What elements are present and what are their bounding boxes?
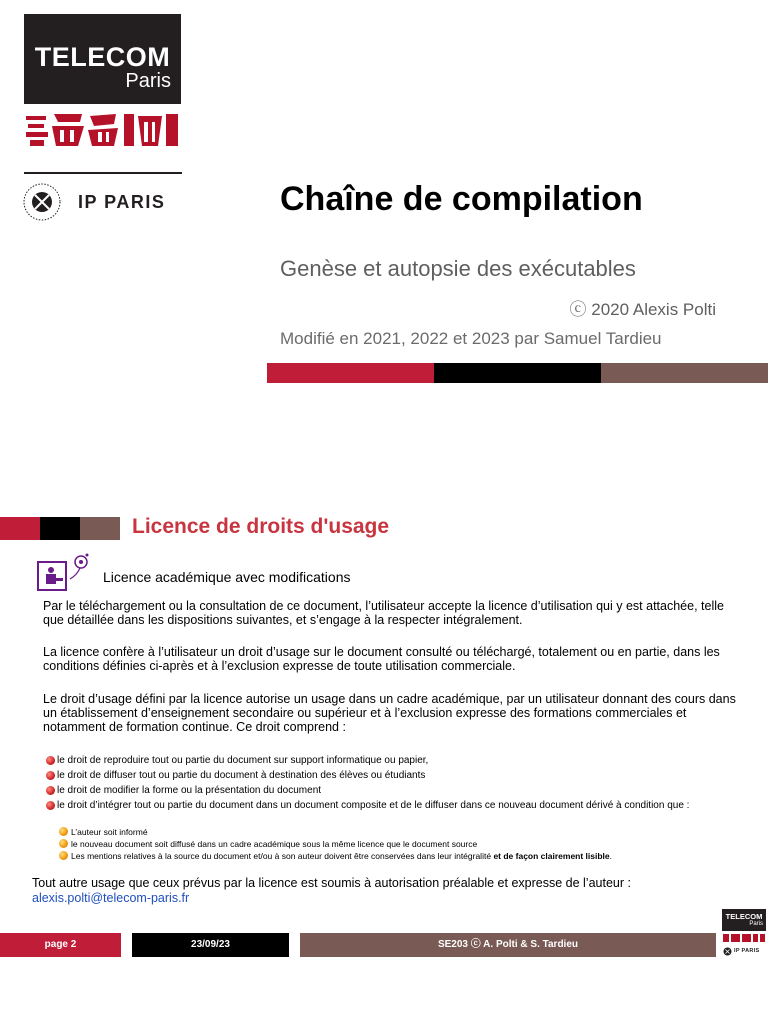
list-item <box>58 851 748 861</box>
footer-date: 23/09/23 <box>132 933 289 957</box>
slide1-bar-black <box>434 363 601 383</box>
slide1-title: Chaîne de compilation <box>280 180 643 218</box>
subbullet-text-start: Les mentions relatives à la source du document et/ou à son auteur doivent être conservées dans leur intégralité <box>71 851 492 861</box>
slide2-bar-brown <box>80 517 120 540</box>
mini-telecom-logo <box>722 909 766 957</box>
orange-bullet-icon <box>59 839 68 848</box>
orange-bullet-icon <box>59 827 68 836</box>
red-bullet-icon <box>46 786 55 795</box>
mini-calligraphy-icon <box>722 933 766 943</box>
bullet-text: le droit d’intégrer tout ou partie du document dans un document composite et de le diffuser dans ce nouveau document dérivé à condition que : <box>57 800 690 811</box>
subbullet-text-end: . <box>609 851 613 861</box>
logo-separator <box>24 172 182 174</box>
telecom-paris-logo <box>24 14 181 148</box>
logo-calligraphy-icon <box>24 110 181 148</box>
mini-ipparis-text: IP PARIS <box>734 948 760 954</box>
bullet-text: le droit de diffuser tout ou partie du document à destination des élèves ou étudiants <box>57 770 426 781</box>
license-paragraph-1: Par le téléchargement ou la consultation de ce document, l’utilisateur accepte la licence d’utilisation qui y est attachée, telle que détaillée dans les dispositions suivantes, et s’engage à la respecter intégralement. <box>43 599 724 627</box>
list-item <box>43 800 753 811</box>
slide2-bar-red <box>0 517 40 540</box>
bullet-text: le droit de reproduire tout ou partie du document sur support informatique ou papier, <box>57 755 429 766</box>
final-statement: Tout autre usage que ceux prévus par la licence est soumis à autorisation préalable et expresse de l’auteur : <box>32 876 631 890</box>
footer-course: SE203 ⓒ A. Polti & S. Tardieu <box>300 933 716 957</box>
logo-telecom-text: TELECOM <box>34 42 171 72</box>
red-bullet-icon <box>46 771 55 780</box>
license-paragraph-2: La licence confère à l’utilisateur un droit d’usage sur le document consulté ou téléchargé, totalement ou en partie, dans les conditions définies ci-après et à l’exclusion expresse de toute utilisation commerciale. <box>43 645 720 673</box>
ip-paris-logo <box>22 182 182 222</box>
polytechnique-seal-icon <box>22 182 66 222</box>
red-bullet-icon <box>46 756 55 765</box>
slide1-modified: Modifié en 2021, 2022 et 2023 par Samuel Tardieu <box>280 329 662 348</box>
subbullet-text <box>58 851 748 861</box>
subbullet-text: le nouveau document soit diffusé dans un cadre académique sous la même licence que le document source <box>71 839 478 849</box>
list-item <box>43 755 753 766</box>
subbullet-text-bold: et de façon clairement lisible <box>493 851 610 861</box>
license-paragraph-3: Le droit d’usage défini par la licence autorise un usage dans un cadre académique, par un utilisateur donnant des cours dans un établissement d’enseignement secondaire ou supérieur et à l’exclusion expresse des formations commerciales et notamment de formation continue. Ce droit comprend : <box>43 692 736 734</box>
author-email-link[interactable]: alexis.polti@telecom-paris.fr <box>32 891 190 905</box>
slide1-subtitle: Genèse et autopsie des exécutables <box>280 256 636 281</box>
subbullet-text: L’auteur soit informé <box>71 827 148 837</box>
slide1-bar-red <box>267 363 434 383</box>
orange-bullet-icon <box>59 851 68 860</box>
red-bullet-icon <box>46 801 55 810</box>
academic-license-icon <box>37 553 91 593</box>
slide1-copyright: ⓒ 2020 Alexis Polti <box>569 300 716 319</box>
list-item <box>43 770 753 781</box>
footer-page: page 2 <box>0 933 121 957</box>
slide2-subtitle: Licence académique avec modifications <box>103 569 351 585</box>
mini-seal-icon <box>723 947 732 956</box>
ip-paris-text: IP PARIS <box>78 192 166 212</box>
mini-logo-telecom-text: TELECOM <box>725 912 763 921</box>
bullet-text: le droit de modifier la forme ou la présentation du document <box>57 785 322 796</box>
list-item <box>43 785 753 796</box>
slide2-title: Licence de droits d'usage <box>132 515 390 538</box>
logo-paris-text: Paris <box>125 70 171 92</box>
slide2-bar-black <box>40 517 80 540</box>
mini-logo-paris-text: Paris <box>749 921 763 927</box>
list-item <box>58 827 748 837</box>
slide1-bar-brown <box>601 363 768 383</box>
list-item <box>58 839 748 849</box>
